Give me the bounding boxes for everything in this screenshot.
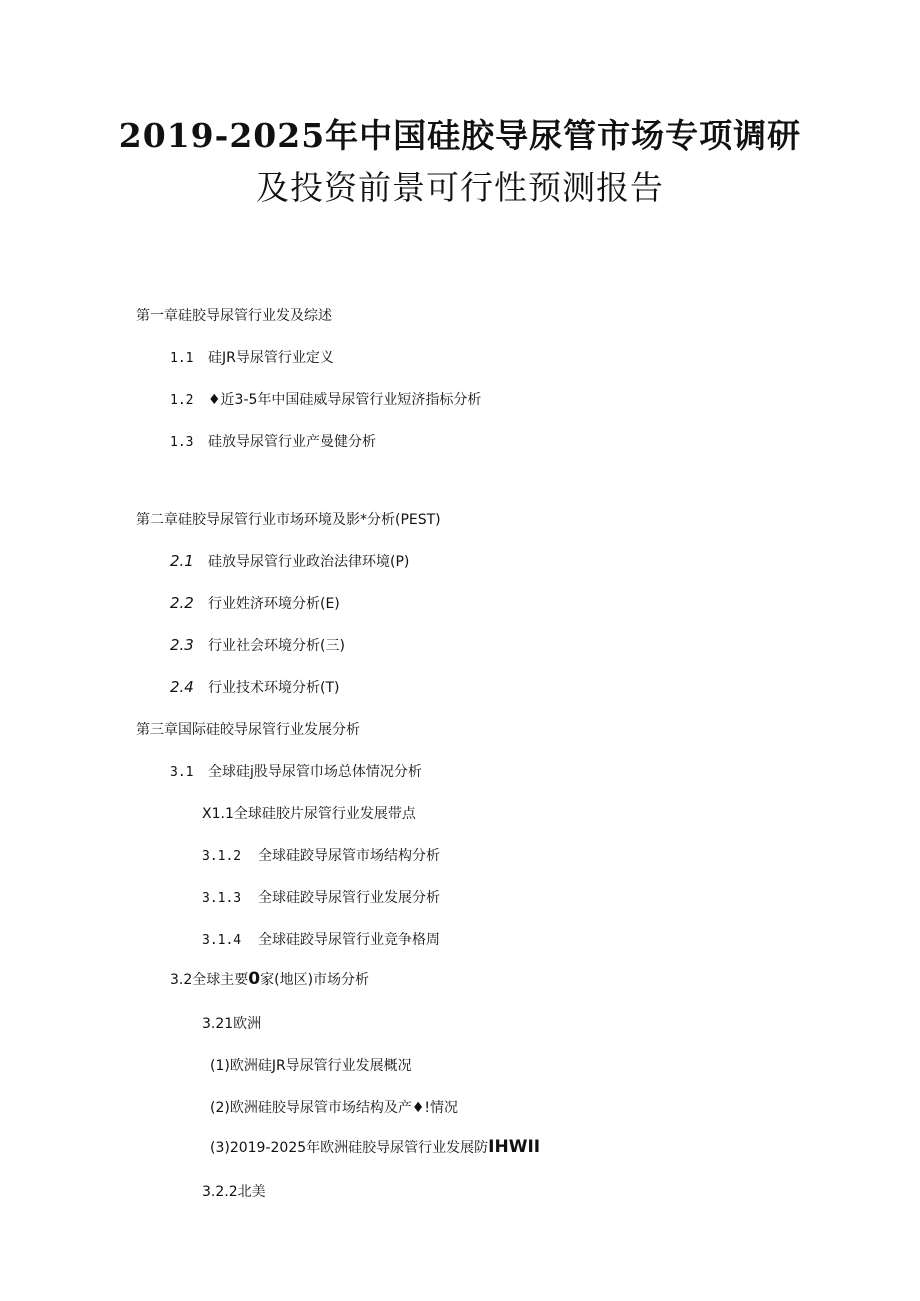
toc-number: 2.3 [170,636,194,654]
toc-item-1-1 [170,347,334,367]
toc-item-2-4 [170,677,339,697]
toc-item-2-2 [170,593,340,613]
toc-number: 2.1 [170,552,194,570]
toc-number: 3.1.4 [202,933,242,948]
toc-number: 2.4 [170,678,194,696]
toc-number: 1.3 [170,435,194,450]
toc-subitem-europe-1: (1)欧洲硅JR导尿管行业发展概况 [210,1058,412,1074]
toc-text: 全球硅跤导尿管行业竞争格周 [258,932,440,948]
toc-number: 3.1 [170,765,194,780]
toc-text: 行业技术环境分析(T) [208,680,340,696]
toc-item-3-2 [170,969,369,989]
toc-text: 行业社会环境分析(三) [208,638,345,654]
toc-text: 全球硅j股导尿管巾场总体情况分析 [208,764,422,780]
toc-chapter-3: 第三章国际硅皎导尿管行业发展分析 [136,722,360,738]
toc-chapter-1: 第一章硅胶导尿管行业发及综述 [136,308,332,324]
toc-number: 1.2 [170,393,194,408]
toc-subitem-europe-2: (2)欧洲硅胶导尿管市场结构及产♦!情况 [210,1100,458,1116]
toc-item-3-2-1: 3.21欧洲 [202,1016,262,1032]
toc-number: 3.1.3 [202,891,242,906]
toc-text-suffix: 家(地区)市场分析 [260,972,370,988]
toc-number: 3.1.2 [202,849,242,864]
toc-text: 全球硅跤导尿管行业发展分析 [258,890,440,906]
toc-number: 2.2 [170,594,194,612]
toc-item-3-1 [170,761,422,781]
toc-text: ♦近3-5年中国硅威导尿管行业短济指标分析 [208,392,482,408]
toc-text-prefix: (3)2019-2025年欧洲硅胶导尿管行业发展防 [210,1140,489,1156]
report-title-line-2: 及投资前景可行性预测报告 [256,168,664,207]
toc-text: 全球硅跤导尿管市场结构分析 [258,848,440,864]
toc-item-1-3 [170,431,376,451]
toc-item-2-3 [170,635,345,655]
toc-item-3-1-3 [202,887,440,907]
toc-text-bold: 0 [248,969,261,989]
toc-item-2-1 [170,551,409,571]
toc-text-prefix: 3.2全球主要 [170,972,249,988]
toc-text: 硅JR导尿管行业定义 [208,350,334,366]
toc-number: 1.1 [170,351,194,366]
toc-item-1-2 [170,389,481,409]
toc-chapter-2: 第二章硅胶导尿管行业市场环境及影*分析(PEST) [136,512,441,528]
report-title-line-1: 2019-2025年中国硅胶导尿管市场专项调研 [118,116,802,155]
toc-item-3-2-2: 3.2.2北美 [202,1184,266,1200]
toc-text: 行业姓济环境分析(E) [208,596,340,612]
toc-text: 硅放导尿管行业产曼健分析 [208,434,376,450]
toc-text: 硅放导尿管行业政治法律环境(P) [208,554,410,570]
toc-subitem-europe-3 [210,1137,540,1157]
toc-text-bold: IHWII [488,1137,541,1157]
toc-item-3-1-4 [202,929,440,949]
toc-item-3-1-1: X1.1全球硅胶片尿管行业发展带点 [202,806,416,822]
toc-item-3-1-2 [202,845,440,865]
